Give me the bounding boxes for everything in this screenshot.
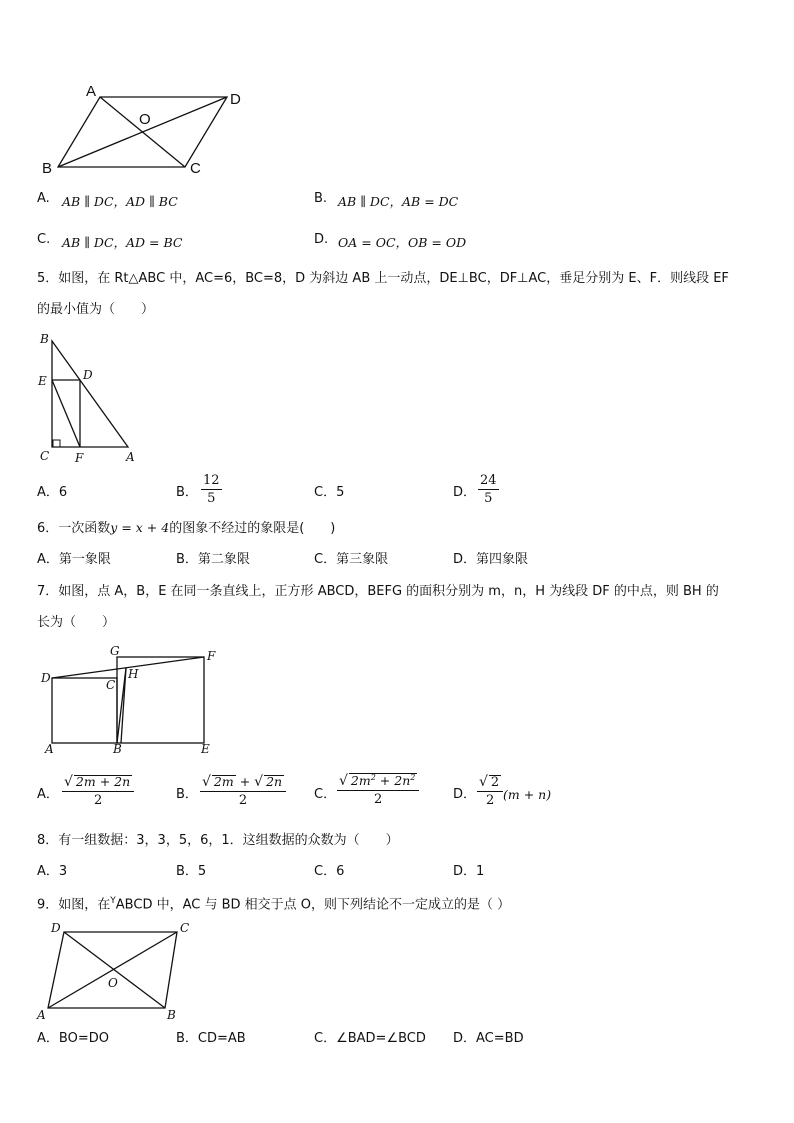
q6-stem-suffix: 的图象不经过的象限是( ) <box>169 521 336 536</box>
point-label-a: A <box>37 1008 46 1022</box>
point-label-d: D <box>41 671 51 685</box>
q8-option-a: A．3 <box>37 864 68 879</box>
fraction-numerator: 24 <box>480 473 497 488</box>
radicand-2: 2n <box>266 774 283 789</box>
point-label-f: F <box>207 649 216 663</box>
point-label-g: G <box>110 644 120 658</box>
fraction-numerator <box>62 775 134 791</box>
fraction-denominator: 2 <box>200 791 286 807</box>
segment-ef <box>52 380 80 447</box>
q7-option-c-fraction <box>337 773 419 806</box>
fraction-numerator: 12 <box>203 473 220 488</box>
q7-option-d-tail: (m + n) <box>503 787 552 802</box>
q5-option-b-fraction <box>201 474 222 505</box>
exponent-a: 2 <box>370 773 376 782</box>
point-label-b: B <box>40 332 49 346</box>
point-label-d: D <box>51 921 61 935</box>
point-label-c: C <box>190 160 201 177</box>
radicand-part-b: + 2n <box>375 773 411 789</box>
fraction-numerator <box>477 775 503 791</box>
exponent-b: 2 <box>410 773 416 782</box>
q7-option-c-letter: C． <box>314 787 337 802</box>
fraction-numerator <box>200 775 286 791</box>
q9-option-b: B．CD=AB <box>176 1031 246 1046</box>
q5-option-a: A．6 <box>37 485 68 500</box>
q7-stem-line2: 长为（ ） <box>37 615 116 630</box>
q9-stem-suffix: ABCD 中，AC 与 BD 相交于点 O，则下列结论不一定成立的是（ ） <box>115 897 511 913</box>
q4-option-c-letter: C. <box>37 232 51 247</box>
point-label-o: O <box>108 976 118 990</box>
point-label-d: D <box>230 91 241 108</box>
fraction-numerator <box>337 773 419 790</box>
point-label-o: O <box>139 111 151 128</box>
right-angle-mark <box>53 440 60 447</box>
point-label-c: C <box>106 678 116 692</box>
q9-option-c: C．∠BAD=∠BCD <box>314 1031 426 1046</box>
radicand-part-a: 2m <box>350 773 371 789</box>
fraction-denominator: 2 <box>477 791 503 807</box>
q8-option-b: B．5 <box>176 864 207 879</box>
radicand <box>349 773 417 788</box>
q4-option-c: AB ∥ DC，AD = BC <box>62 235 183 250</box>
q7-stem-line1: 7．如图，点 A，B，E 在同一条直线上，正方形 ABCD，BEFG 的面积分别为 m，n，H 为线段 DF 的中点，则 BH 的 <box>37 584 719 599</box>
radical-sign: √ <box>64 774 73 790</box>
q7-option-d-letter: D． <box>453 787 477 802</box>
q7-option-b-fraction <box>200 775 286 807</box>
point-label-b: B <box>167 1008 176 1022</box>
point-label-f: F <box>75 451 84 465</box>
point-label-d: D <box>83 368 93 382</box>
q4-option-b: AB ∥ DC，AB = DC <box>338 194 459 209</box>
q4-option-b-letter: B. <box>314 191 328 206</box>
q5-stem-line1: 5．如图，在 Rt△ABC 中，AC=6，BC=8，D 为斜边 AB 上一动点，DE⊥BC，DF⊥AC，垂足分别为 E、F．则线段 EF <box>37 271 729 286</box>
q9-option-d: D．AC=BD <box>453 1031 524 1046</box>
radicand: 2m + 2n <box>75 774 131 789</box>
q4-option-a-letter: A. <box>37 191 50 206</box>
radicand: 2 <box>490 775 500 790</box>
fraction-denominator: 5 <box>201 489 222 505</box>
radical-sign: √ <box>479 774 488 790</box>
fraction-denominator: 2 <box>62 791 134 807</box>
point-label-b: B <box>42 160 53 177</box>
point-label-h: H <box>128 667 139 681</box>
parallelogram-symbol: Y <box>110 896 116 906</box>
triangle-abc <box>52 341 128 447</box>
q6-option-c: C．第三象限 <box>314 552 389 567</box>
q9-option-a: A．BO=DO <box>37 1031 109 1046</box>
plus-sign: + <box>235 774 255 789</box>
radical-sign: √ <box>254 774 264 790</box>
q6-stem-prefix: 6．一次函数 <box>37 521 111 536</box>
point-label-a: A <box>86 83 97 100</box>
q6-stem <box>37 522 335 535</box>
q5-option-c: C．5 <box>314 485 345 500</box>
diagonal-bd <box>58 97 227 167</box>
q4-option-d: OA = OC，OB = OD <box>338 235 467 250</box>
point-label-b: B <box>113 742 122 756</box>
point-label-a: A <box>126 450 135 464</box>
fraction-denominator: 2 <box>337 790 419 806</box>
q6-equation: y = x + 4 <box>110 520 170 535</box>
radical-sign: √ <box>339 773 348 790</box>
diagonal-bd <box>64 932 165 1008</box>
q4-option-d-letter: D. <box>314 232 329 247</box>
q8-stem: 8．有一组数据：3，3，5，6，1．这组数据的众数为（ ） <box>37 833 399 848</box>
q8-option-c: C．6 <box>314 864 345 879</box>
radicand-1: 2m <box>213 774 234 789</box>
q5-stem-line2: 的最小值为（ ） <box>37 302 155 317</box>
q7-option-d-fraction <box>477 775 503 807</box>
q4-option-a: AB ∥ DC，AD ∥ BC <box>62 194 178 209</box>
point-label-a: A <box>45 742 54 756</box>
q6-option-a: A．第一象限 <box>37 552 111 567</box>
radical-sign: √ <box>202 774 211 790</box>
q5-option-d-letter: D． <box>453 485 477 500</box>
point-label-c: C <box>40 449 50 463</box>
q9-stem <box>37 897 510 911</box>
q6-option-d: D．第四象限 <box>453 552 529 567</box>
point-label-c: C <box>180 921 190 935</box>
q5-option-d-fraction <box>478 474 499 505</box>
q7-option-a-fraction <box>62 775 134 807</box>
q5-option-b-letter: B． <box>176 485 198 500</box>
point-label-e: E <box>201 742 210 756</box>
q9-stem-prefix: 9．如图，在 <box>37 897 111 913</box>
fraction-denominator: 5 <box>478 489 499 505</box>
point-label-e: E <box>38 374 47 388</box>
q8-option-d: D．1 <box>453 864 485 879</box>
q6-option-b: B．第二象限 <box>176 552 250 567</box>
diagonal-ac <box>48 932 177 1008</box>
q7-option-a-letter: A． <box>37 787 59 802</box>
q7-option-b-letter: B． <box>176 787 198 802</box>
